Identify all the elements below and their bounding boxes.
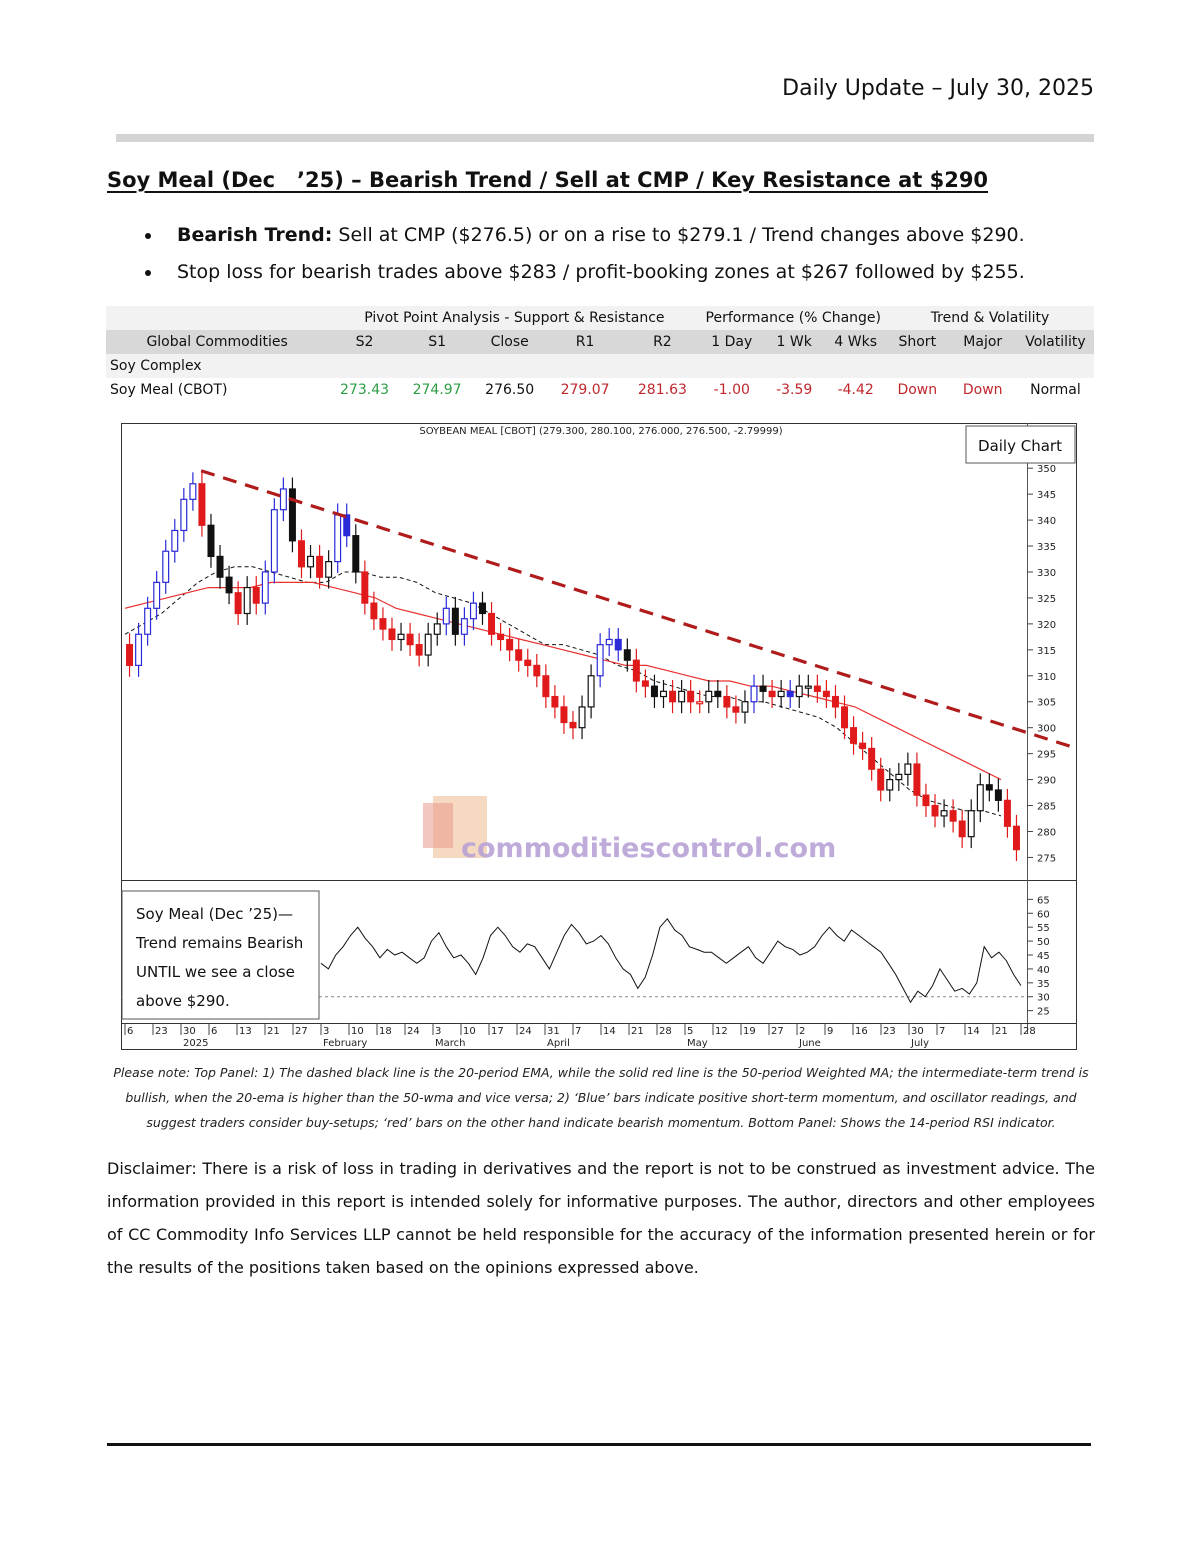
- candle-body: [461, 619, 467, 635]
- date-tick-label: 14: [967, 1026, 980, 1037]
- candle-body: [597, 645, 603, 676]
- column-header: 1 Day: [701, 330, 763, 354]
- candle-body: [416, 645, 422, 655]
- watermark-text: commoditiescontrol.com: [461, 833, 837, 864]
- candle-body: [407, 634, 413, 644]
- annotation-line: Trend remains Bearish: [136, 934, 304, 952]
- table-group-row: [106, 306, 1094, 330]
- candle-body: [199, 484, 205, 526]
- candle-body: [995, 790, 1001, 800]
- table-section-row: [106, 354, 1094, 378]
- candle-body: [127, 645, 133, 666]
- price-tick-label: 300: [1037, 723, 1057, 735]
- month-label: 2025: [183, 1038, 209, 1049]
- price-tick-label: 310: [1037, 671, 1057, 683]
- price-tick-label: 350: [1037, 464, 1057, 476]
- candle-body: [362, 572, 368, 603]
- date-tick-label: 21: [267, 1026, 280, 1037]
- report-date: Daily Update – July 30, 2025: [782, 76, 1094, 101]
- change-1day: -1.00: [713, 382, 750, 398]
- date-tick-label: 21: [631, 1026, 644, 1037]
- candle-body: [498, 634, 504, 639]
- candle-body: [480, 603, 486, 613]
- candle-body: [317, 556, 323, 577]
- rsi-tick-label: 40: [1037, 964, 1050, 976]
- column-header: 4 Wks: [825, 330, 886, 354]
- r2-value: 281.63: [637, 382, 687, 398]
- candle-body: [715, 691, 721, 696]
- price-tick-label: 280: [1037, 827, 1057, 839]
- candle-body: [787, 691, 793, 696]
- date-tick-label: 6: [127, 1026, 134, 1037]
- date-tick-label: 24: [407, 1026, 420, 1037]
- price-chart: [121, 423, 1077, 1050]
- bullet-dot-icon: [145, 233, 151, 239]
- candle-body: [977, 785, 983, 811]
- candle-body: [950, 811, 956, 821]
- column-header: S1: [401, 330, 474, 354]
- candle-body: [380, 619, 386, 629]
- performance-group-header: Performance (% Change): [701, 306, 886, 330]
- date-tick-label: 17: [491, 1026, 504, 1037]
- candle-body: [887, 780, 893, 790]
- trend-group-header: Trend & Volatility: [886, 306, 1094, 330]
- date-tick-label: 12: [715, 1026, 728, 1037]
- candle-body: [959, 821, 965, 837]
- watermark-logo-icon: [423, 803, 453, 848]
- price-tick-label: 345: [1037, 490, 1057, 502]
- column-header: Volatility: [1017, 330, 1094, 354]
- candle-body: [507, 639, 513, 649]
- candle-body: [814, 686, 820, 691]
- table-row: [106, 378, 1094, 402]
- candle-body: [796, 686, 802, 696]
- candle-body: [833, 697, 839, 707]
- date-tick-label: 10: [463, 1026, 476, 1037]
- candle-body: [371, 603, 377, 619]
- r1-value: 279.07: [560, 382, 610, 398]
- annotation-line: above $290.: [136, 992, 230, 1010]
- price-tick-label: 305: [1037, 697, 1057, 709]
- price-tick-label: 335: [1037, 542, 1057, 554]
- candle-body: [163, 551, 169, 582]
- bullet-text: Stop loss for bearish trades above $283 / profit-booking zones at $267 followed by $255.: [177, 261, 1025, 283]
- candle-body: [778, 691, 784, 696]
- candle-body: [299, 541, 305, 567]
- chart-title: SOYBEAN MEAL [CBOT] (279.300, 280.100, 276.000, 276.500, -2.79999): [419, 426, 783, 437]
- candle-body: [643, 681, 649, 686]
- date-tick-label: 28: [1023, 1026, 1036, 1037]
- column-header: Global Commodities: [106, 330, 328, 354]
- commodity-name: Soy Meal (CBOT): [110, 382, 228, 398]
- candle-body: [434, 624, 440, 634]
- candle-body: [217, 556, 223, 577]
- candle-body: [869, 748, 875, 769]
- s2-value: 273.43: [340, 382, 390, 398]
- candle-body: [615, 639, 621, 649]
- date-tick-label: 3: [435, 1026, 442, 1037]
- candle-body: [425, 634, 431, 655]
- rsi-tick-label: 65: [1037, 895, 1050, 907]
- candle-body: [860, 743, 866, 748]
- candle-body: [443, 608, 449, 624]
- candle-body: [525, 660, 531, 665]
- rsi-tick-label: 60: [1037, 909, 1050, 921]
- column-header: R2: [624, 330, 700, 354]
- candle-body: [398, 634, 404, 639]
- date-tick-label: 3: [323, 1026, 330, 1037]
- rsi-tick-label: 30: [1037, 992, 1050, 1004]
- candle-body: [896, 774, 902, 779]
- date-tick-label: 6: [211, 1026, 218, 1037]
- candle-body: [742, 702, 748, 712]
- candle-body: [181, 499, 187, 530]
- month-label: April: [547, 1038, 570, 1049]
- date-tick-label: 23: [883, 1026, 896, 1037]
- rsi-tick-label: 35: [1037, 978, 1050, 990]
- candle-body: [661, 691, 667, 696]
- candle-body: [842, 707, 848, 728]
- rsi-tick-label: 55: [1037, 923, 1050, 935]
- candle-body: [235, 593, 241, 614]
- header-divider: [116, 134, 1094, 142]
- candle-body: [1014, 826, 1020, 849]
- month-label: February: [323, 1038, 368, 1049]
- candle-body: [688, 691, 694, 701]
- column-header: S2: [328, 330, 401, 354]
- date-tick-label: 21: [995, 1026, 1008, 1037]
- candle-body: [552, 697, 558, 707]
- column-header: 1 Wk: [763, 330, 825, 354]
- candle-body: [652, 686, 658, 696]
- price-tick-label: 295: [1037, 749, 1057, 761]
- candle-body: [471, 603, 477, 619]
- change-4wks: -4.42: [837, 382, 874, 398]
- candle-body: [986, 785, 992, 790]
- date-tick-label: 7: [939, 1026, 946, 1037]
- candle-body: [914, 764, 920, 795]
- candle-body: [724, 697, 730, 707]
- price-tick-label: 275: [1037, 853, 1057, 865]
- candle-body: [588, 676, 594, 707]
- chart-svg: [121, 423, 1077, 1050]
- candle-body: [489, 614, 495, 635]
- date-tick-label: 10: [351, 1026, 364, 1037]
- chart-badge: Daily Chart: [978, 437, 1062, 455]
- report-title: Soy Meal (Dec ’25) – Bearish Trend / Sell at CMP / Key Resistance at $290: [107, 168, 989, 192]
- column-header: Major: [949, 330, 1017, 354]
- rsi-tick-label: 50: [1037, 937, 1050, 949]
- annotation-line: UNTIL we see a close: [136, 963, 295, 981]
- candle-body: [244, 588, 250, 614]
- candle-body: [570, 722, 576, 727]
- price-tick-label: 340: [1037, 516, 1057, 528]
- candle-body: [805, 686, 811, 688]
- candle-body: [706, 691, 712, 701]
- candle-body: [208, 525, 214, 556]
- candle-body: [733, 707, 739, 712]
- candle-body: [534, 665, 540, 675]
- disclaimer: Disclaimer: There is a risk of loss in trading in derivatives and the report is not to be construed as investment advice. The information provided in this report is intended solely for informative purposes. The author, directors and other employees of CC Commodity Info Services LLP cannot be held responsible for the accuracy of the information presented herein or for the results of the positions taken based on the opinions expressed above.: [107, 1159, 1095, 1277]
- volatility-value: Normal: [1030, 382, 1081, 398]
- candle-body: [624, 650, 630, 660]
- candle-body: [1005, 800, 1011, 826]
- change-1wk: -3.59: [776, 382, 813, 398]
- candle-body: [335, 515, 341, 562]
- month-label: March: [435, 1038, 466, 1049]
- candle-body: [941, 811, 947, 816]
- candle-body: [543, 676, 549, 697]
- date-tick-label: 13: [239, 1026, 252, 1037]
- price-tick-label: 320: [1037, 619, 1057, 631]
- rsi-tick-label: 25: [1037, 1006, 1050, 1018]
- footer-divider: [107, 1443, 1091, 1446]
- candle-body: [344, 515, 350, 536]
- candle-body: [905, 764, 911, 774]
- date-tick-label: 28: [659, 1026, 672, 1037]
- date-tick-label: 27: [771, 1026, 784, 1037]
- date-tick-label: 5: [687, 1026, 694, 1037]
- candle-body: [923, 795, 929, 805]
- date-tick-label: 24: [519, 1026, 532, 1037]
- bullet-item: [145, 222, 1025, 259]
- column-header: R1: [546, 330, 624, 354]
- bullet-text: Sell at CMP ($276.5) or on a rise to $279.1 / Trend changes above $290.: [332, 224, 1025, 246]
- candle-body: [308, 556, 314, 566]
- price-tick-label: 285: [1037, 801, 1057, 813]
- price-tick-label: 290: [1037, 775, 1057, 787]
- table-header-row: [106, 330, 1094, 354]
- chart-note: Please note: Top Panel: 1) The dashed black line is the 20-period EMA, while the solid red line is the 50-period Weighted MA; the intermediate-term trend is bullish, when the 20-ema is higher than the 50-wma and vice versa; 2) ‘Blue’ bars indicate positive short-term momentum, and oscillator readings, and suggest traders consider buy-setups; ‘red’ bars on the other hand indicate bearish momentum. Bottom Panel: Shows the 14-period RSI indicator.: [113, 1065, 1089, 1130]
- price-tick-label: 330: [1037, 567, 1057, 579]
- date-tick-label: 18: [379, 1026, 392, 1037]
- s1-value: 274.97: [412, 382, 462, 398]
- candle-body: [290, 489, 296, 541]
- date-tick-label: 14: [603, 1026, 616, 1037]
- candle-body: [280, 489, 286, 510]
- date-tick-label: 31: [547, 1026, 560, 1037]
- candle-body: [670, 691, 676, 701]
- candle-body: [145, 608, 151, 634]
- candle-body: [878, 769, 884, 790]
- candle-body: [452, 608, 458, 634]
- candle-body: [606, 639, 612, 644]
- candle-body: [226, 577, 232, 593]
- candle-body: [968, 811, 974, 837]
- month-label: June: [799, 1038, 821, 1049]
- recommendation-list: [145, 222, 1025, 296]
- candle-body: [172, 530, 178, 551]
- trend-major: Down: [962, 382, 1003, 398]
- candle-body: [760, 686, 766, 691]
- candle-body: [579, 707, 585, 728]
- candle-body: [389, 629, 395, 639]
- candle-body: [326, 562, 332, 578]
- candle-body: [751, 686, 757, 702]
- candle-body: [271, 510, 277, 572]
- close-value: 276.50: [485, 382, 535, 398]
- date-tick-label: 16: [855, 1026, 868, 1037]
- column-header: Short: [886, 330, 949, 354]
- date-tick-label: 2: [799, 1026, 806, 1037]
- date-tick-label: 27: [295, 1026, 308, 1037]
- candle-body: [136, 634, 142, 665]
- candle-body: [824, 691, 830, 696]
- date-tick-label: 30: [183, 1026, 196, 1037]
- trend-short: Down: [897, 382, 938, 398]
- date-tick-label: 7: [575, 1026, 582, 1037]
- column-header: Close: [473, 330, 546, 354]
- candle-body: [353, 536, 359, 572]
- rsi-tick-label: 45: [1037, 951, 1050, 962]
- price-tick-label: 325: [1037, 593, 1057, 605]
- candle-body: [769, 691, 775, 696]
- candle-body: [633, 660, 639, 681]
- candle-body: [516, 650, 522, 660]
- section-label: Soy Complex: [106, 354, 1094, 378]
- bullet-dot-icon: [145, 270, 151, 276]
- annotation-line: Soy Meal (Dec ’25)—: [136, 905, 293, 923]
- candle-body: [154, 582, 160, 608]
- price-tick-label: 315: [1037, 645, 1057, 657]
- pivot-group-header: Pivot Point Analysis - Support & Resistance: [328, 306, 700, 330]
- month-label: May: [687, 1038, 708, 1049]
- pivot-table: [106, 306, 1094, 402]
- date-tick-label: 30: [911, 1026, 924, 1037]
- candle-body: [697, 702, 703, 704]
- candle-body: [561, 707, 567, 723]
- candle-body: [851, 728, 857, 744]
- table-cell: [106, 306, 328, 330]
- date-tick-label: 19: [743, 1026, 756, 1037]
- candle-body: [190, 484, 196, 500]
- candle-body: [262, 572, 268, 603]
- date-tick-label: 23: [155, 1026, 168, 1037]
- candle-body: [679, 691, 685, 701]
- month-label: July: [911, 1038, 929, 1049]
- bullet-item: [145, 259, 1025, 296]
- candle-body: [932, 806, 938, 816]
- bullet-bold-label: Bearish Trend:: [177, 224, 333, 246]
- candle-body: [253, 588, 259, 604]
- date-tick-label: 9: [827, 1026, 834, 1037]
